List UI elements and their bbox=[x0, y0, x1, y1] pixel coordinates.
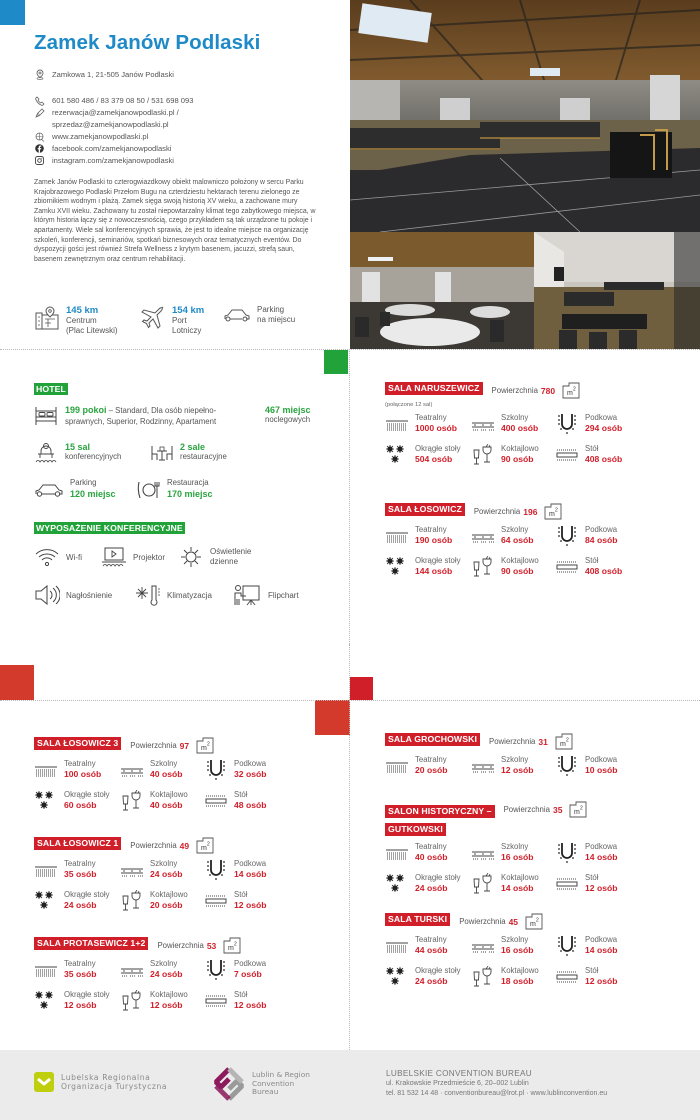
theatre-seating-icon bbox=[385, 935, 409, 957]
instagram-link[interactable]: instagram.com/zamekjanowpodlaski bbox=[52, 156, 174, 165]
green-accent-square bbox=[324, 350, 348, 374]
classroom-seating-icon bbox=[471, 525, 495, 547]
cocktail-glasses-icon bbox=[120, 790, 144, 812]
lrot-logo[interactable]: Lubelska Regionalna Organizacja Turystyczna bbox=[34, 1072, 167, 1092]
round-tables-icon bbox=[385, 556, 409, 578]
dining-table-icon bbox=[150, 442, 174, 464]
svg-text:2: 2 bbox=[573, 386, 576, 393]
layout-table: Stół 12 osób bbox=[555, 873, 645, 895]
round-tables-icon bbox=[385, 444, 409, 466]
conference-table-icon bbox=[34, 442, 58, 464]
equipment-air-conditioning: Klimatyzacja bbox=[135, 584, 212, 606]
instagram-row bbox=[34, 155, 174, 166]
svg-text:m: m bbox=[549, 511, 556, 518]
layout-horseshoe: Podkowa 14 osób bbox=[555, 842, 645, 864]
address-row bbox=[34, 69, 174, 80]
room-card-grochowski: SALA GROCHOWSKI Powierzchnia 31 m 2 Teatralny 20 osób Szkolny 12 osób Podkowa 10 osób bbox=[385, 733, 645, 777]
svg-text:m: m bbox=[530, 921, 536, 928]
svg-text:m: m bbox=[567, 390, 573, 397]
cocktail-glasses-icon bbox=[471, 444, 495, 466]
area-m2-icon bbox=[555, 733, 573, 750]
facebook-row bbox=[34, 143, 171, 154]
layout-classroom: Szkolny 40 osób bbox=[120, 759, 204, 781]
city-map-icon bbox=[34, 305, 60, 331]
area-m2-icon bbox=[196, 837, 214, 854]
long-table-icon bbox=[555, 873, 579, 895]
layout-cocktail: Koktajlowo 90 osób bbox=[471, 556, 555, 578]
horseshoe-icon bbox=[555, 413, 579, 435]
classroom-seating-icon bbox=[471, 413, 495, 435]
layout-cocktail: Koktajlowo 20 osób bbox=[120, 890, 204, 912]
layout-horseshoe: Podkowa 32 osób bbox=[204, 759, 294, 781]
layout-classroom: Szkolny 24 osób bbox=[120, 859, 204, 881]
horseshoe-icon bbox=[204, 859, 228, 881]
round-tables-icon bbox=[385, 873, 409, 895]
theatre-seating-icon bbox=[385, 413, 409, 435]
room-area-value: 780 bbox=[540, 385, 556, 396]
email-row bbox=[34, 107, 179, 118]
facebook-link[interactable]: facebook.com/zamekjanowpodlaski bbox=[52, 144, 172, 153]
red-accent-square-center bbox=[350, 677, 373, 700]
area-m2-icon bbox=[569, 801, 587, 818]
layout-theatre: Teatralny 100 osób bbox=[34, 759, 120, 781]
svg-text:m: m bbox=[201, 845, 207, 852]
equipment-wifi: Wi-fi bbox=[34, 546, 82, 568]
classroom-seating-icon bbox=[471, 935, 495, 957]
room-card-turski: SALA TURSKI Powierzchnia 45 m 2 Teatralny 44 osób Szkolny 16 osób Podkowa 14 osób Okrągłe stoły 24 osób Koktajlowo 18 osób Stół 12 osób bbox=[385, 913, 645, 988]
area-m2-icon bbox=[223, 937, 241, 954]
red-accent-square-left bbox=[0, 665, 34, 700]
layout-theatre: Teatralny 190 osób bbox=[385, 525, 471, 547]
layout-classroom: Szkolny 24 osób bbox=[120, 959, 204, 981]
photo-banquet-hall bbox=[350, 232, 534, 349]
layout-theatre: Teatralny 35 osób bbox=[34, 859, 120, 881]
classroom-seating-icon bbox=[471, 842, 495, 864]
distance-value: 145 km bbox=[66, 305, 99, 316]
long-table-icon bbox=[555, 556, 579, 578]
layout-table: Stół 408 osób bbox=[555, 444, 645, 466]
location-pin-icon bbox=[34, 69, 45, 80]
email-pen-icon bbox=[34, 107, 45, 118]
layout-horseshoe: Podkowa 14 osób bbox=[204, 859, 294, 881]
cocktail-glasses-icon bbox=[471, 873, 495, 895]
svg-text:2: 2 bbox=[234, 941, 238, 948]
layout-classroom: Szkolny 12 osób bbox=[471, 755, 555, 777]
area-m2-icon bbox=[196, 737, 214, 754]
rooms-count: 199 pokoi bbox=[65, 405, 107, 415]
area-m2-icon bbox=[525, 913, 543, 930]
horseshoe-icon bbox=[555, 755, 579, 777]
room-card-salon-historyczny: SALON HISTORYCZNY – GUTKOWSKI Powierzchnia 35 m 2 Teatralny 40 osób Szkolny 16 osób Podkowa 14 osób Okrągłe stoły 24 osób Koktajlowo 14 osób Stół 12 osób bbox=[385, 801, 645, 895]
photo-main-hall bbox=[350, 0, 700, 232]
email-row-2 bbox=[34, 119, 169, 130]
layout-round-tables: Okrągłe stoły 144 osób bbox=[385, 556, 471, 578]
horseshoe-icon bbox=[555, 842, 579, 864]
venue-description: Zamek Janów Podlaski to czterogwiazdkowy obiekt malowniczo położony w sercu Parku Krajobrazowego Podlaski Przełom Bugu na czterdziestu hektarach terenu zielonego ze zbiornikiem wodnym i plażą. Zamek sięga swoją historią XV wieku, a zachowane mury Zamku XVII wieku. Zachowany tu został niepowtarzalny klimat tego zabytkowego miejsca, w którym historia łączy się z nowoczesnością, czego przykładem są tak urządzone tu pokoje i apartamenty. Wiele sal konferencyjnych sprawia, że jest to idealne miejsce na organizację szkoleń, konferencji, seminariów, spotkań biznesowych oraz tematycznych eventów. Do dyspozycji gości jest również Strefa Wellness z krytym basenem, jacuzzi, strefą saun, basenem zewnętrznym oraz centrum rehabilitacji. bbox=[34, 179, 316, 263]
round-tables-icon bbox=[34, 790, 58, 812]
venue-title: Zamek Janów Podlaski bbox=[34, 31, 261, 54]
layout-classroom: Szkolny 64 osób bbox=[471, 525, 555, 547]
layout-theatre: Teatralny 1000 osób bbox=[385, 413, 471, 435]
layout-classroom: Szkolny 16 osób bbox=[471, 935, 555, 957]
org-contact[interactable]: tel. 81 532 14 48 · conventionbureau@lrot.pl · www.lublinconvention.eu bbox=[386, 1090, 608, 1097]
long-table-icon bbox=[555, 444, 579, 466]
distance-city-center: 145 km Centrum (Plac Litewski) bbox=[34, 305, 118, 335]
layout-table: Stół 12 osób bbox=[204, 990, 294, 1012]
classroom-seating-icon bbox=[120, 759, 144, 781]
layout-theatre: Teatralny 40 osób bbox=[385, 842, 471, 864]
lcb-logo[interactable]: Lublin & Region Convention Bureau bbox=[212, 1067, 310, 1101]
cocktail-glasses-icon bbox=[120, 990, 144, 1012]
cocktail-glasses-icon bbox=[120, 890, 144, 912]
website-row bbox=[34, 131, 148, 142]
car-icon bbox=[34, 480, 64, 500]
divider-middle bbox=[0, 700, 700, 701]
room-card-losowicz-3: SALA ŁOSOWICZ 3 Powierzchnia 97 m 2 Teatralny 100 osób Szkolny 40 osób Podkowa 32 osób Okrągłe stoły 60 osób Koktajlowo 40 osób Stół 48 osób bbox=[34, 737, 294, 812]
round-tables-icon bbox=[34, 890, 58, 912]
long-table-icon bbox=[204, 990, 228, 1012]
layout-cocktail: Koktajlowo 14 osób bbox=[471, 873, 555, 895]
conference-halls-count: 15 sal konferencyjnych bbox=[34, 442, 121, 464]
website-link[interactable]: www.zamekjanowpodlaski.pl bbox=[52, 132, 149, 141]
theatre-seating-icon bbox=[385, 525, 409, 547]
svg-text:m: m bbox=[228, 945, 235, 952]
layout-table: Stół 12 osób bbox=[555, 966, 645, 988]
divider-vertical-bottom bbox=[349, 644, 350, 1050]
divider-top bbox=[0, 349, 700, 350]
layout-cocktail: Koktajlowo 90 osób bbox=[471, 444, 555, 466]
car-icon bbox=[223, 305, 251, 331]
round-tables-icon bbox=[34, 990, 58, 1012]
svg-text:2: 2 bbox=[536, 917, 539, 924]
parking-on-site: Parking na miejscu bbox=[223, 305, 295, 331]
photo-conference-room bbox=[534, 232, 700, 349]
wifi-icon bbox=[34, 546, 60, 568]
hotel-restaurant: Restauracja 170 miejsc bbox=[136, 478, 213, 500]
blue-accent-square bbox=[0, 0, 25, 25]
svg-text:2: 2 bbox=[207, 741, 210, 748]
theatre-seating-icon bbox=[34, 959, 58, 981]
layout-horseshoe: Podkowa 84 osób bbox=[555, 525, 645, 547]
org-address: ul. Krakowskie Przedmieście 6, 20–002 Lublin bbox=[386, 1080, 529, 1087]
theatre-seating-icon bbox=[385, 755, 409, 777]
hotel-beds: 467 miejsc noclegowych bbox=[265, 405, 311, 424]
layout-table: Stół 408 osób bbox=[555, 556, 645, 578]
layout-round-tables: Okrągłe stoły 504 osób bbox=[385, 444, 471, 466]
equipment-daylight: Oświetlenie dzienne bbox=[178, 546, 251, 568]
layout-horseshoe: Podkowa 7 osób bbox=[204, 959, 294, 981]
email-text-1[interactable]: rezerwacja@zamekjanowpodlaski.pl / bbox=[52, 108, 179, 117]
horseshoe-icon bbox=[555, 525, 579, 547]
cocktail-glasses-icon bbox=[471, 966, 495, 988]
facebook-icon bbox=[34, 143, 45, 154]
horseshoe-icon bbox=[204, 759, 228, 781]
hotel-parking: Parking 120 miejsc bbox=[34, 478, 116, 500]
round-tables-icon bbox=[385, 966, 409, 988]
daylight-icon bbox=[178, 546, 204, 568]
room-card-losowicz: SALA ŁOSOWICZ Powierzchnia 196 m 2 Teatralny 190 osób Szkolny 64 osób Podkowa 84 osób Okrągłe stoły 144 osób Koktajlowo 90 osób Stół 408 osób bbox=[385, 503, 645, 578]
layout-table: Stół 48 osób bbox=[204, 790, 294, 812]
room-card-naruszewicz: SALA NARUSZEWICZ Powierzchnia 780 m 2 (połączone 12 sal) Teatralny 1000 osób Szkolny 400 osób Podkowa 294 osób Okrągłe stoły 504 osób Koktajlowo 90 osób Stół 408 osób bbox=[385, 382, 645, 466]
theatre-seating-icon bbox=[34, 759, 58, 781]
layout-horseshoe: Podkowa 294 osób bbox=[555, 413, 645, 435]
long-table-icon bbox=[555, 966, 579, 988]
address-text: Zamkowa 1, 21-505 Janów Podlaski bbox=[52, 70, 174, 79]
hotel-rooms-row: 199 pokoi – Standard, Dla osób niepełno- sprawnych, Superior, Rodzinny, Apartament bbox=[34, 405, 265, 427]
theatre-seating-icon bbox=[34, 859, 58, 881]
phone-row bbox=[34, 95, 193, 106]
speaker-icon bbox=[34, 584, 60, 606]
cutlery-plate-icon bbox=[136, 480, 162, 500]
projector-icon bbox=[101, 546, 127, 568]
theatre-seating-icon bbox=[385, 842, 409, 864]
classroom-seating-icon bbox=[120, 859, 144, 881]
distance-airport: 154 km Port Lotniczy bbox=[140, 305, 204, 335]
equipment-flipchart: Flipchart bbox=[232, 584, 299, 606]
layout-round-tables: Okrągłe stoły 24 osób bbox=[385, 966, 471, 988]
lrot-checkmark-icon bbox=[34, 1072, 54, 1092]
equipment-projector: Projektor bbox=[101, 546, 165, 568]
layout-horseshoe: Podkowa 10 osób bbox=[555, 755, 645, 777]
org-name: LUBELSKIE CONVENTION BUREAU bbox=[386, 1069, 532, 1078]
restaurant-halls-count: 2 sale restauracyjne bbox=[150, 442, 227, 464]
layout-round-tables: Okrągłe stoły 24 osób bbox=[34, 890, 120, 912]
flipchart-icon bbox=[232, 584, 262, 606]
layout-cocktail: Koktajlowo 12 osób bbox=[120, 990, 204, 1012]
equipment-badge: WYPOSAŻENIE KONFERENCYJNE bbox=[36, 523, 183, 533]
layout-classroom: Szkolny 16 osób bbox=[471, 842, 555, 864]
layout-round-tables: Okrągłe stoły 60 osób bbox=[34, 790, 120, 812]
area-m2-icon bbox=[544, 503, 562, 520]
web-globe-icon bbox=[34, 131, 45, 142]
phone-icon bbox=[34, 95, 45, 106]
long-table-icon bbox=[204, 790, 228, 812]
airplane-icon bbox=[140, 305, 166, 331]
classroom-seating-icon bbox=[120, 959, 144, 981]
divider-vertical-top bbox=[349, 349, 350, 644]
svg-text:2: 2 bbox=[555, 507, 559, 514]
room-card-protasewicz: SALA PROTASEWICZ 1+2 Powierzchnia 53 m 2 Teatralny 35 osób Szkolny 24 osób Podkowa 7 osób Okrągłe stoły 12 osób Koktajlowo 12 osób Stół 12 osób bbox=[34, 937, 294, 1012]
layout-theatre: Teatralny 20 osób bbox=[385, 755, 471, 777]
long-table-icon bbox=[204, 890, 228, 912]
svg-text:m: m bbox=[559, 741, 566, 748]
room-name-badge: SALA NARUSZEWICZ bbox=[385, 382, 483, 395]
room-note: (połączone 12 sal) bbox=[385, 402, 433, 408]
svg-text:2: 2 bbox=[565, 737, 569, 744]
layout-cocktail: Koktajlowo 18 osób bbox=[471, 966, 555, 988]
lcb-diamond-icon bbox=[212, 1067, 246, 1101]
svg-text:m: m bbox=[574, 809, 581, 816]
air-conditioning-icon bbox=[135, 584, 161, 606]
layout-round-tables: Okrągłe stoły 12 osób bbox=[34, 990, 120, 1012]
svg-text:m: m bbox=[201, 745, 207, 752]
equipment-sound: Nagłośnienie bbox=[34, 584, 112, 606]
layout-theatre: Teatralny 44 osób bbox=[385, 935, 471, 957]
hotel-badge: HOTEL bbox=[36, 384, 66, 394]
layout-classroom: Szkolny 400 osób bbox=[471, 413, 555, 435]
phone-text[interactable]: 601 580 486 / 83 379 08 50 / 531 698 093 bbox=[52, 96, 194, 105]
layout-cocktail: Koktajlowo 40 osób bbox=[120, 790, 204, 812]
area-m2-icon bbox=[562, 382, 580, 399]
layout-horseshoe: Podkowa 14 osób bbox=[555, 935, 645, 957]
layout-theatre: Teatralny 35 osób bbox=[34, 959, 120, 981]
svg-text:2: 2 bbox=[207, 841, 210, 848]
horseshoe-icon bbox=[204, 959, 228, 981]
classroom-seating-icon bbox=[471, 755, 495, 777]
layout-table: Stół 12 osób bbox=[204, 890, 294, 912]
red-accent-square-mid bbox=[315, 700, 350, 735]
layout-round-tables: Okrągłe stoły 24 osób bbox=[385, 873, 471, 895]
cocktail-glasses-icon bbox=[471, 556, 495, 578]
instagram-icon bbox=[34, 155, 45, 166]
convention-bureau-contact bbox=[386, 1068, 607, 1099]
room-card-losowicz-1: SALA ŁOSOWICZ 1 Powierzchnia 49 m 2 Teatralny 35 osób Szkolny 24 osób Podkowa 14 osób Okrągłe stoły 24 osób Koktajlowo 20 osób Stół 12 osób bbox=[34, 837, 294, 912]
email-text-2[interactable]: sprzedaz@zamekjanowpodlaski.pl bbox=[52, 120, 169, 129]
bed-icon bbox=[34, 405, 58, 427]
horseshoe-icon bbox=[555, 935, 579, 957]
svg-text:2: 2 bbox=[580, 805, 584, 812]
